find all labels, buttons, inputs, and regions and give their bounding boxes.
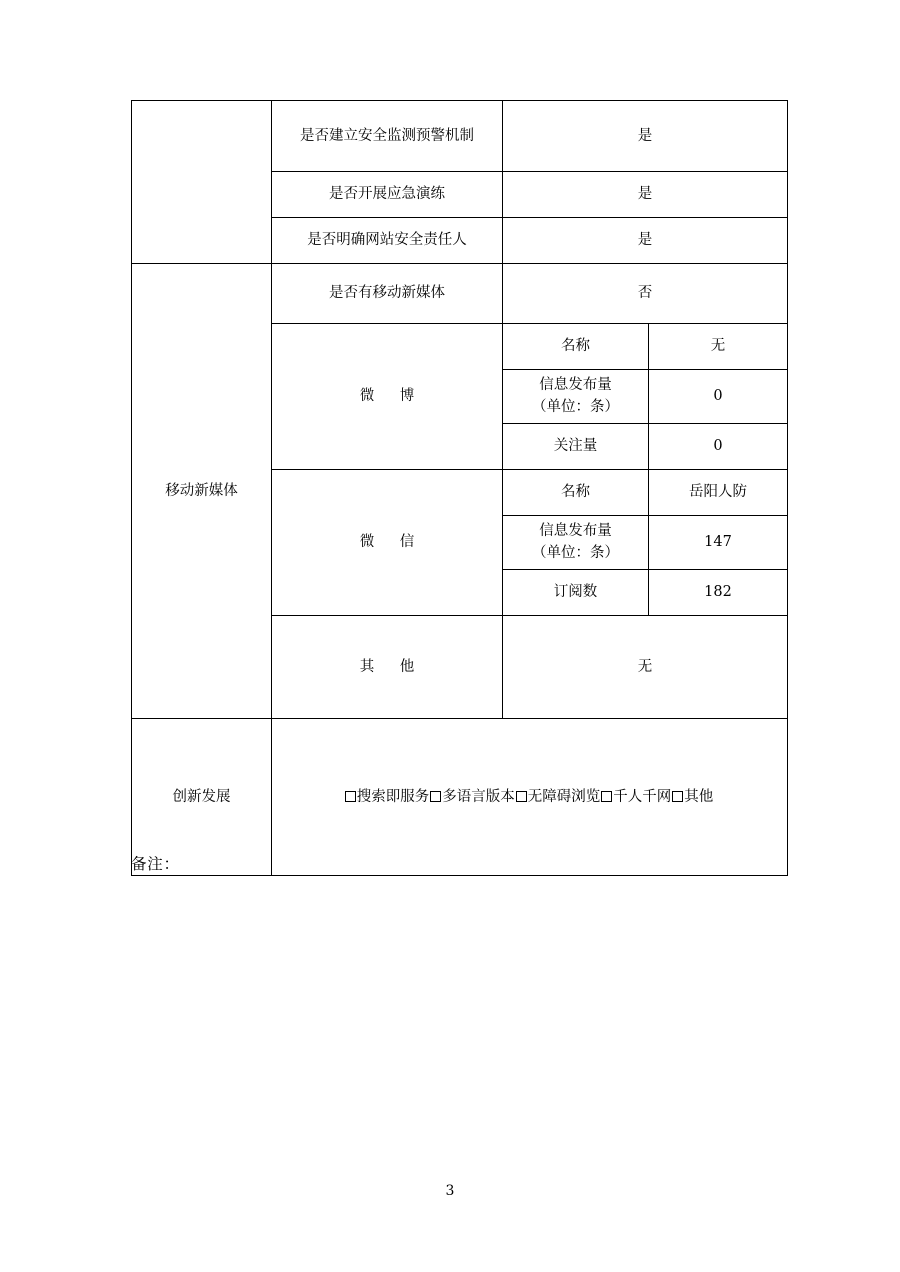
other-media-value: 无 xyxy=(503,615,788,718)
mobile-media-section-label: 移动新媒体 xyxy=(132,264,272,719)
weibo-publish-count-label-line1: 信息发布量 xyxy=(539,377,612,393)
security-label-2: 是否开展应急演练 xyxy=(272,172,503,218)
security-label-1: 是否建立安全监测预警机制 xyxy=(272,101,503,172)
innovation-option-label-2: 无障碍浏览 xyxy=(527,788,601,805)
page-number: 3 xyxy=(445,1183,455,1199)
innovation-option-label-0: 搜索即服务 xyxy=(356,788,430,805)
checkbox-personalized-icon[interactable] xyxy=(601,791,612,802)
weibo-followers-value: 0 xyxy=(649,423,788,469)
weibo-publish-count-label xyxy=(503,370,649,424)
weibo-label: 微 博 xyxy=(359,388,420,405)
weibo-publish-count-label-line2: （单位：条） xyxy=(532,399,619,416)
security-value-2: 是 xyxy=(503,172,788,218)
checkbox-search-as-service-icon[interactable] xyxy=(345,791,356,802)
innovation-option-label-1: 多语言版本 xyxy=(442,788,515,805)
weixin-publish-count-label-line1: 信息发布量 xyxy=(539,522,612,539)
checkbox-other-icon[interactable] xyxy=(672,791,683,802)
weixin-publish-count-label-line2: （单位：条） xyxy=(532,545,619,562)
security-section-label xyxy=(132,101,272,264)
innovation-label: 创新发展 xyxy=(132,718,272,875)
security-value-3: 是 xyxy=(503,218,788,264)
security-label-3: 是否明确网站安全责任人 xyxy=(272,218,503,264)
weibo-followers-label: 关注量 xyxy=(503,423,649,469)
checkbox-accessibility-icon[interactable] xyxy=(516,791,527,802)
weixin-name-label: 名称 xyxy=(503,469,649,515)
weibo-publish-count-value: 0 xyxy=(649,370,788,424)
innovation-options-cell xyxy=(272,718,788,875)
weixin-subscribers-label: 订阅数 xyxy=(503,569,649,615)
has-mobile-media-value: 否 xyxy=(503,264,788,324)
checkbox-multilingual-icon[interactable] xyxy=(430,791,441,802)
innovation-option-label-3: 千人千网 xyxy=(613,788,672,805)
has-mobile-media-label: 是否有移动新媒体 xyxy=(272,264,503,324)
annual-report-table xyxy=(131,100,788,876)
weixin-publish-count-label xyxy=(503,515,649,569)
innovation-option-label-4: 其他 xyxy=(684,788,714,805)
weixin-name-value: 岳阳人防 xyxy=(649,469,788,515)
innovation-options xyxy=(275,786,784,808)
weibo-name-value: 无 xyxy=(649,324,788,370)
weixin-subscribers-value: 182 xyxy=(649,569,788,615)
weixin-label: 微 信 xyxy=(359,534,420,551)
security-value-1: 是 xyxy=(503,101,788,172)
table-row xyxy=(132,718,788,875)
remark-label: 备注： xyxy=(131,855,180,873)
other-media-label: 其 他 xyxy=(359,658,420,675)
table-row xyxy=(132,101,788,172)
table-row xyxy=(132,264,788,324)
weixin-publish-count-value: 147 xyxy=(649,515,788,569)
weibo-name-label: 名称 xyxy=(503,324,649,370)
